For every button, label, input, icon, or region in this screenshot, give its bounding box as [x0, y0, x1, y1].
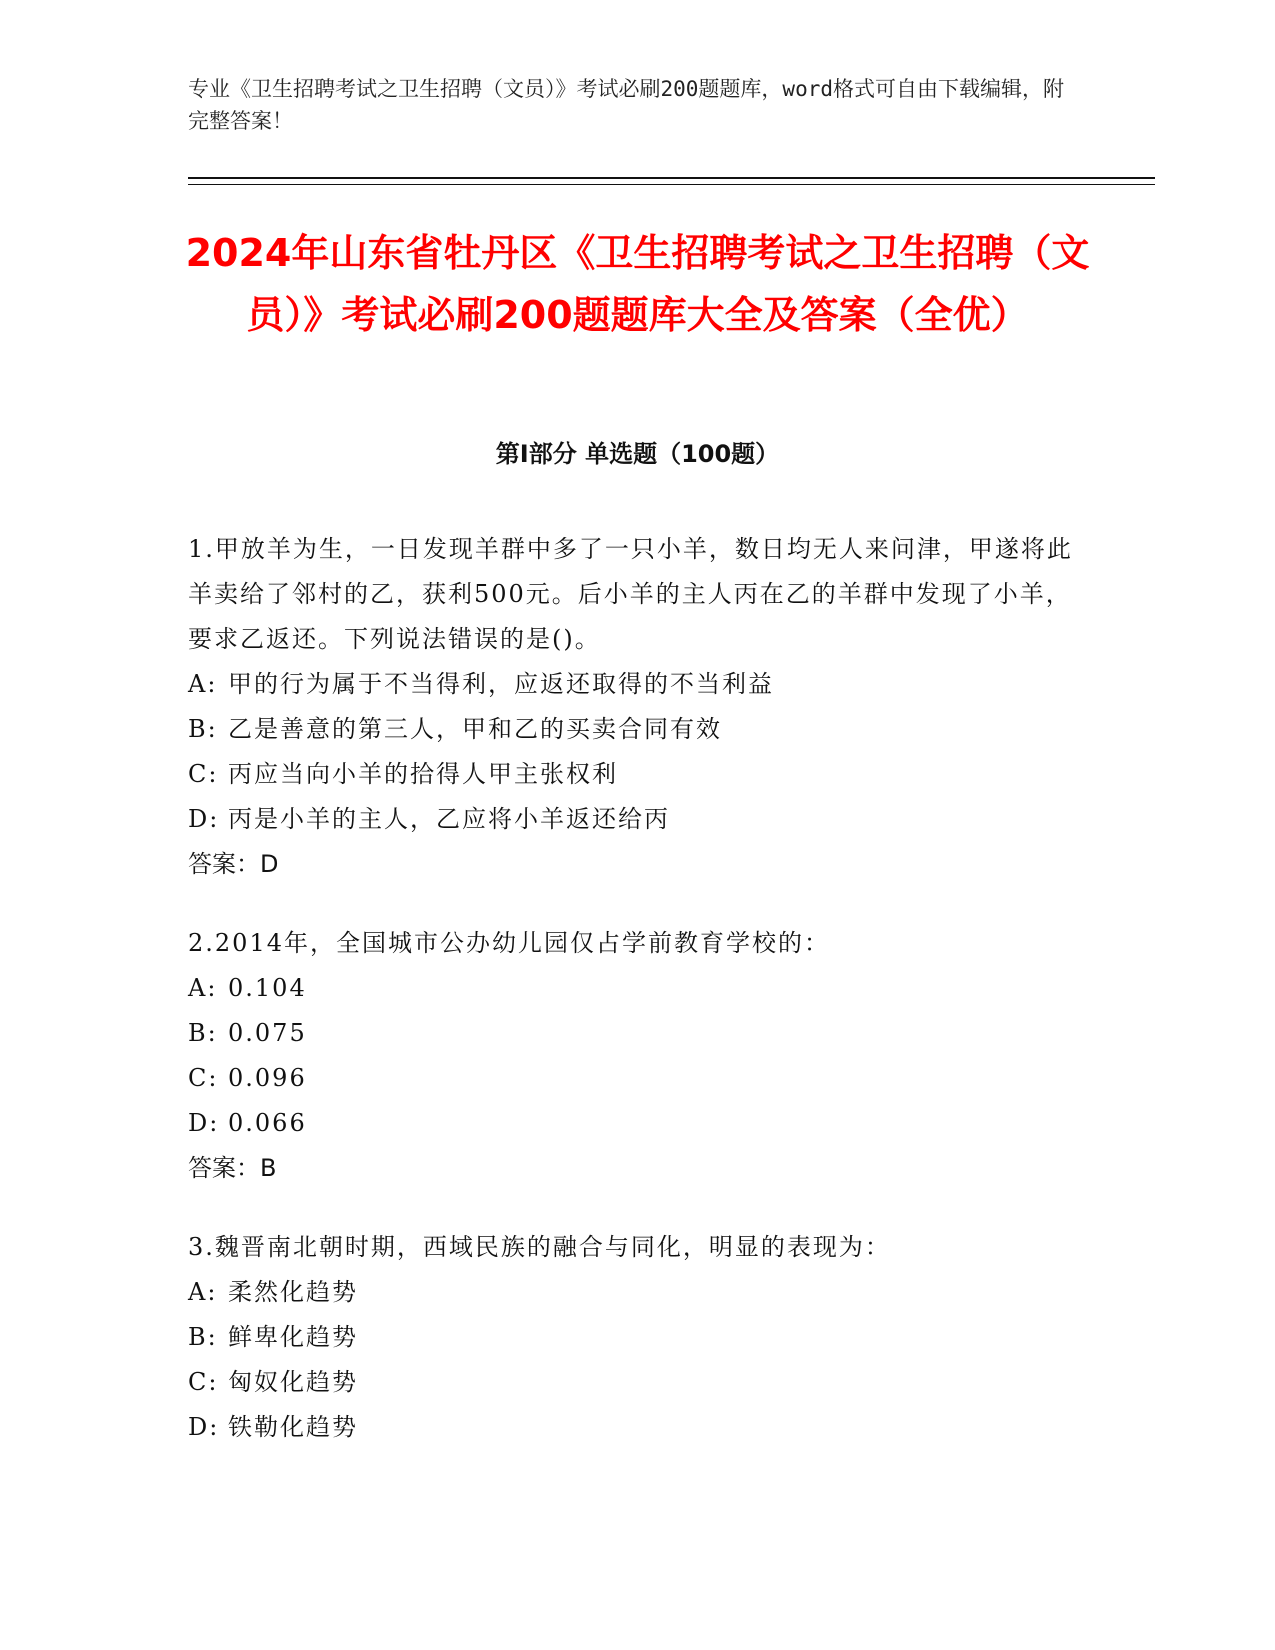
option-text: 铁勒化趋势	[228, 1413, 358, 1441]
option-text: 丙是小羊的主人，乙应将小羊返还给丙	[228, 805, 670, 833]
answer: 答案：D	[188, 850, 279, 878]
option-key: D:	[188, 1109, 220, 1137]
option-key: C:	[188, 1064, 219, 1092]
option-text: 0.075	[228, 1019, 307, 1047]
option-text: 丙应当向小羊的拾得人甲主张权利	[228, 760, 618, 788]
option-b	[188, 707, 1088, 752]
option-key: B:	[188, 1323, 218, 1351]
question-stem: 1.甲放羊为生，一日发现羊群中多了一只小羊，数日均无人来问津，甲遂将此羊卖给了邻村的乙，获利500元。后小羊的主人丙在乙的羊群中发现了小羊，要求乙返还。下列说法错误的是()。	[188, 535, 1073, 653]
option-key: C:	[188, 760, 219, 788]
option-a	[188, 662, 1088, 707]
option-key: D:	[188, 1413, 220, 1441]
option-text: 柔然化趋势	[228, 1278, 358, 1306]
option-text: 0.066	[228, 1109, 307, 1137]
option-d	[188, 1101, 1088, 1146]
option-c	[188, 752, 1088, 797]
section-title: 第Ⅰ部分 单选题（100题）	[495, 440, 780, 468]
option-text: 0.096	[228, 1064, 307, 1092]
header-note: 专业《卫生招聘考试之卫生招聘（文员）》考试必刷200题题库，word格式可自由下载编辑，附完整答案！	[188, 77, 1064, 133]
question-1	[188, 527, 1088, 887]
question-stem: 3.魏晋南北朝时期，西域民族的融合与同化，明显的表现为：	[188, 1233, 891, 1261]
option-text: 甲的行为属于不当得利，应返还取得的不当利益	[228, 670, 774, 698]
option-text: 鲜卑化趋势	[228, 1323, 358, 1351]
option-key: C:	[188, 1368, 219, 1396]
answer: 答案：B	[188, 1154, 277, 1182]
question-2	[188, 921, 1088, 1191]
option-key: D:	[188, 805, 220, 833]
option-key: A:	[188, 670, 218, 698]
option-c	[188, 1056, 1088, 1101]
option-key: B:	[188, 1019, 218, 1047]
option-text: 0.104	[228, 974, 307, 1002]
question-list	[188, 527, 1088, 1484]
question-3	[188, 1225, 1088, 1450]
header-divider-thick	[188, 177, 1155, 179]
option-b	[188, 1011, 1088, 1056]
option-c	[188, 1360, 1088, 1405]
option-d	[188, 1405, 1088, 1450]
option-a	[188, 966, 1088, 1011]
option-a	[188, 1270, 1088, 1315]
option-key: A:	[188, 1278, 218, 1306]
document-title: 2024年山东省牡丹区《卫生招聘考试之卫生招聘（文员）》考试必刷200题题库大全及答案（全优）	[185, 231, 1090, 337]
option-key: B:	[188, 715, 218, 743]
question-stem: 2.2014年，全国城市公办幼儿园仅占学前教育学校的：	[188, 929, 830, 957]
option-key: A:	[188, 974, 218, 1002]
option-text: 匈奴化趋势	[228, 1368, 358, 1396]
option-d	[188, 797, 1088, 842]
option-b	[188, 1315, 1088, 1360]
header-divider-thin	[188, 184, 1155, 185]
option-text: 乙是善意的第三人，甲和乙的买卖合同有效	[228, 715, 722, 743]
